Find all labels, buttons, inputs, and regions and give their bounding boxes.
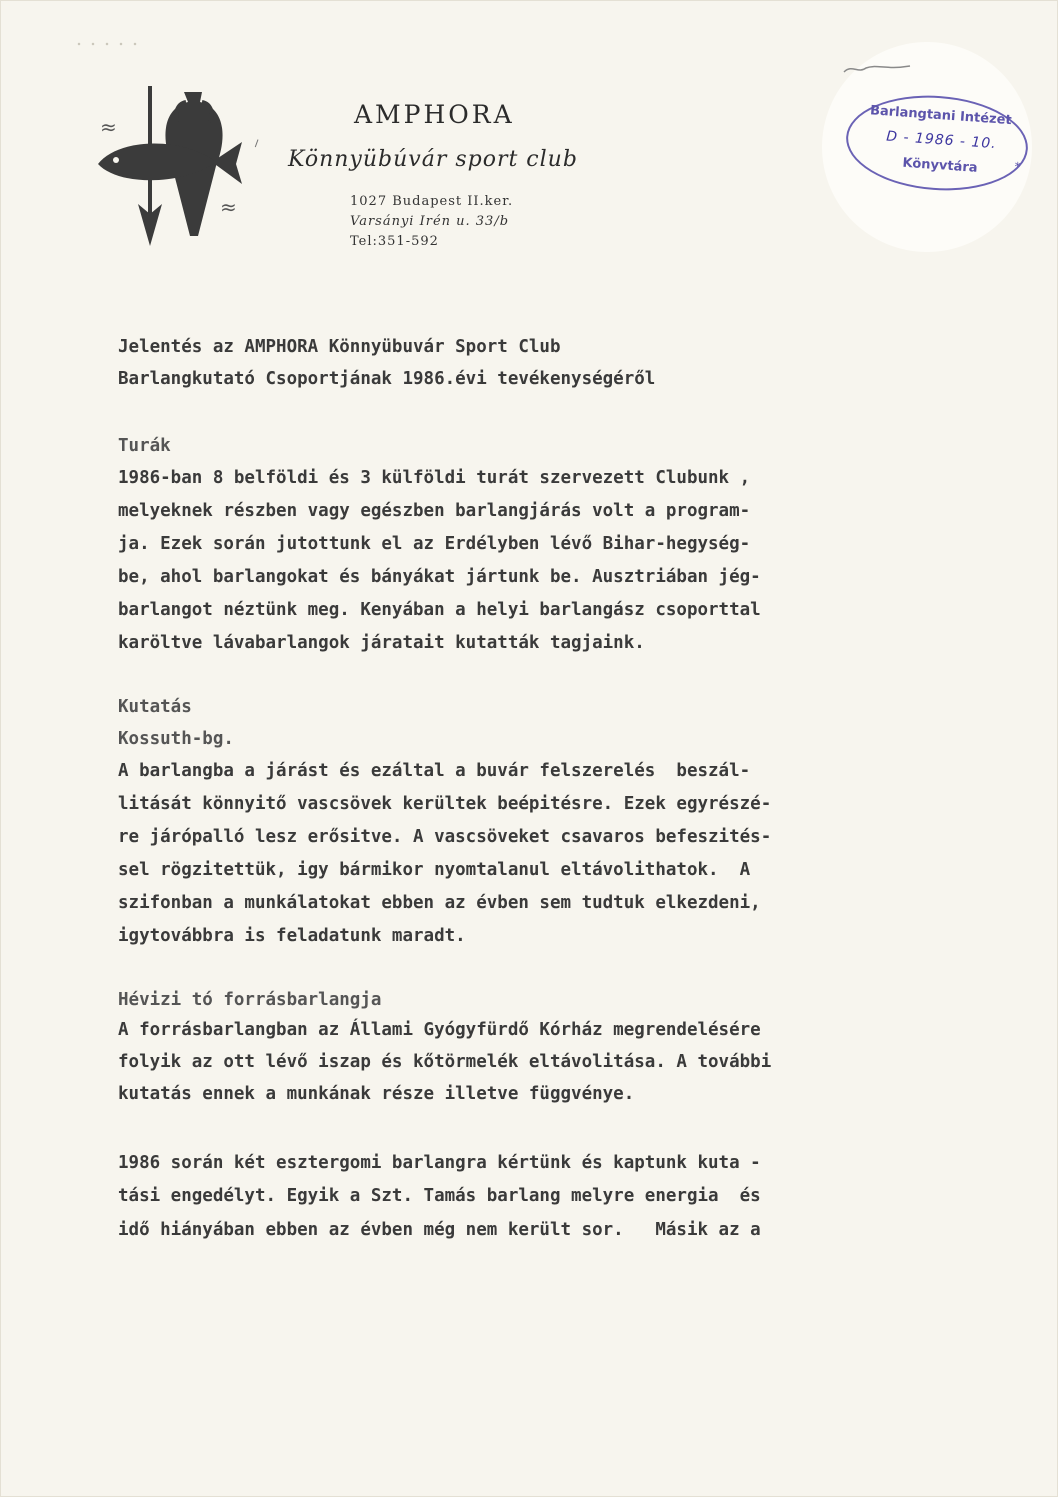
stamp-star-mark: * (1014, 159, 1022, 174)
kutatas-line-1: A barlangba a járást és ezáltal a buvár felszerelés beszál- (118, 761, 751, 781)
address-line-1: 1027 Budapest II.ker. (350, 194, 514, 209)
kutatas-line-5: szifonban a munkálatokat ebben az évben sem tudtuk elkezdeni, (118, 893, 761, 913)
kutatas-line-2: litását könnyitő vascsövek kerültek beépitésre. Ezek egyrészé- (118, 794, 772, 814)
esztergom-line-1: 1986 során két esztergomi barlangra kértünk és kaptunk kuta - (118, 1153, 761, 1173)
heviz-line-3: kutatás ennek a munkának része illetve függvénye. (118, 1084, 635, 1104)
heviz-line-2: folyik az ott lévő iszap és kőtörmelék eltávolitása. A további (118, 1052, 772, 1072)
kutatas-line-6: igytovábbra is feladatunk maradt. (118, 926, 466, 946)
turak-line-2: melyeknek részben vagy egészben barlangjárás volt a program- (118, 501, 751, 521)
phone-number: Tel:351-592 (350, 234, 439, 249)
heviz-line-1: A forrásbarlangban az Állami Gyógyfürdő Kórház megrendelésére (118, 1020, 761, 1040)
report-title-line-1: Jelentés az AMPHORA Könnyübuvár Sport Club (118, 337, 561, 357)
org-subtitle: Könnyübúvár sport club (288, 147, 578, 172)
turak-line-4: be, ahol barlangokat és bányákat jártunk be. Ausztriában jég- (118, 567, 761, 587)
svg-text:≈: ≈ (100, 115, 117, 139)
stamp-reference: D - 1986 - 10. (885, 128, 998, 153)
svg-text:≈: ≈ (220, 195, 237, 219)
subheading-kossuth: Kossuth-bg. (118, 729, 234, 749)
stamp-library: Könyvtára (901, 155, 979, 176)
turak-line-3: ja. Ezek során jutottunk el az Erdélyben lévő Bihar-hegység- (118, 534, 751, 554)
turak-line-5: barlangot néztünk meg. Kenyában a helyi barlangász csoporttal (118, 600, 761, 620)
turak-line-6: karöltve lávabarlangok járatait kutatták tagjaink. (118, 633, 645, 653)
kutatas-line-3: re járópalló lesz erősitve. A vascsöveket csavaros befeszités- (118, 827, 772, 847)
section-heading-turak: Turák (118, 436, 171, 456)
stamp-institute: Barlangtani Intézet (869, 103, 1013, 129)
section-heading-kutatas: Kutatás (118, 697, 192, 717)
pencil-scribble-icon (842, 60, 912, 78)
turak-line-1: 1986-ban 8 belföldi és 3 külföldi turát szervezett Clubunk , (118, 468, 751, 488)
esztergom-line-2: tási engedélyt. Egyik a Szt. Tamás barlang melyre energia és (118, 1186, 761, 1206)
address-line-2: Varsányi Irén u. 33/b (350, 214, 510, 229)
org-name: AMPHORA (354, 100, 515, 129)
paper-specks (72, 40, 142, 48)
section-heading-heviz: Hévizi tó forrásbarlangja (118, 990, 382, 1010)
report-title-line-2: Barlangkutató Csoportjának 1986.évi tevékenységéről (118, 369, 656, 389)
amphora-fish-logo-icon (98, 86, 258, 251)
esztergom-line-3: idő hiányában ebben az évben még nem került sor. Másik az a (118, 1220, 761, 1240)
kutatas-line-4: sel rögzitettük, igy bármikor nyomtalanul eltávolithatok. A (118, 860, 751, 880)
